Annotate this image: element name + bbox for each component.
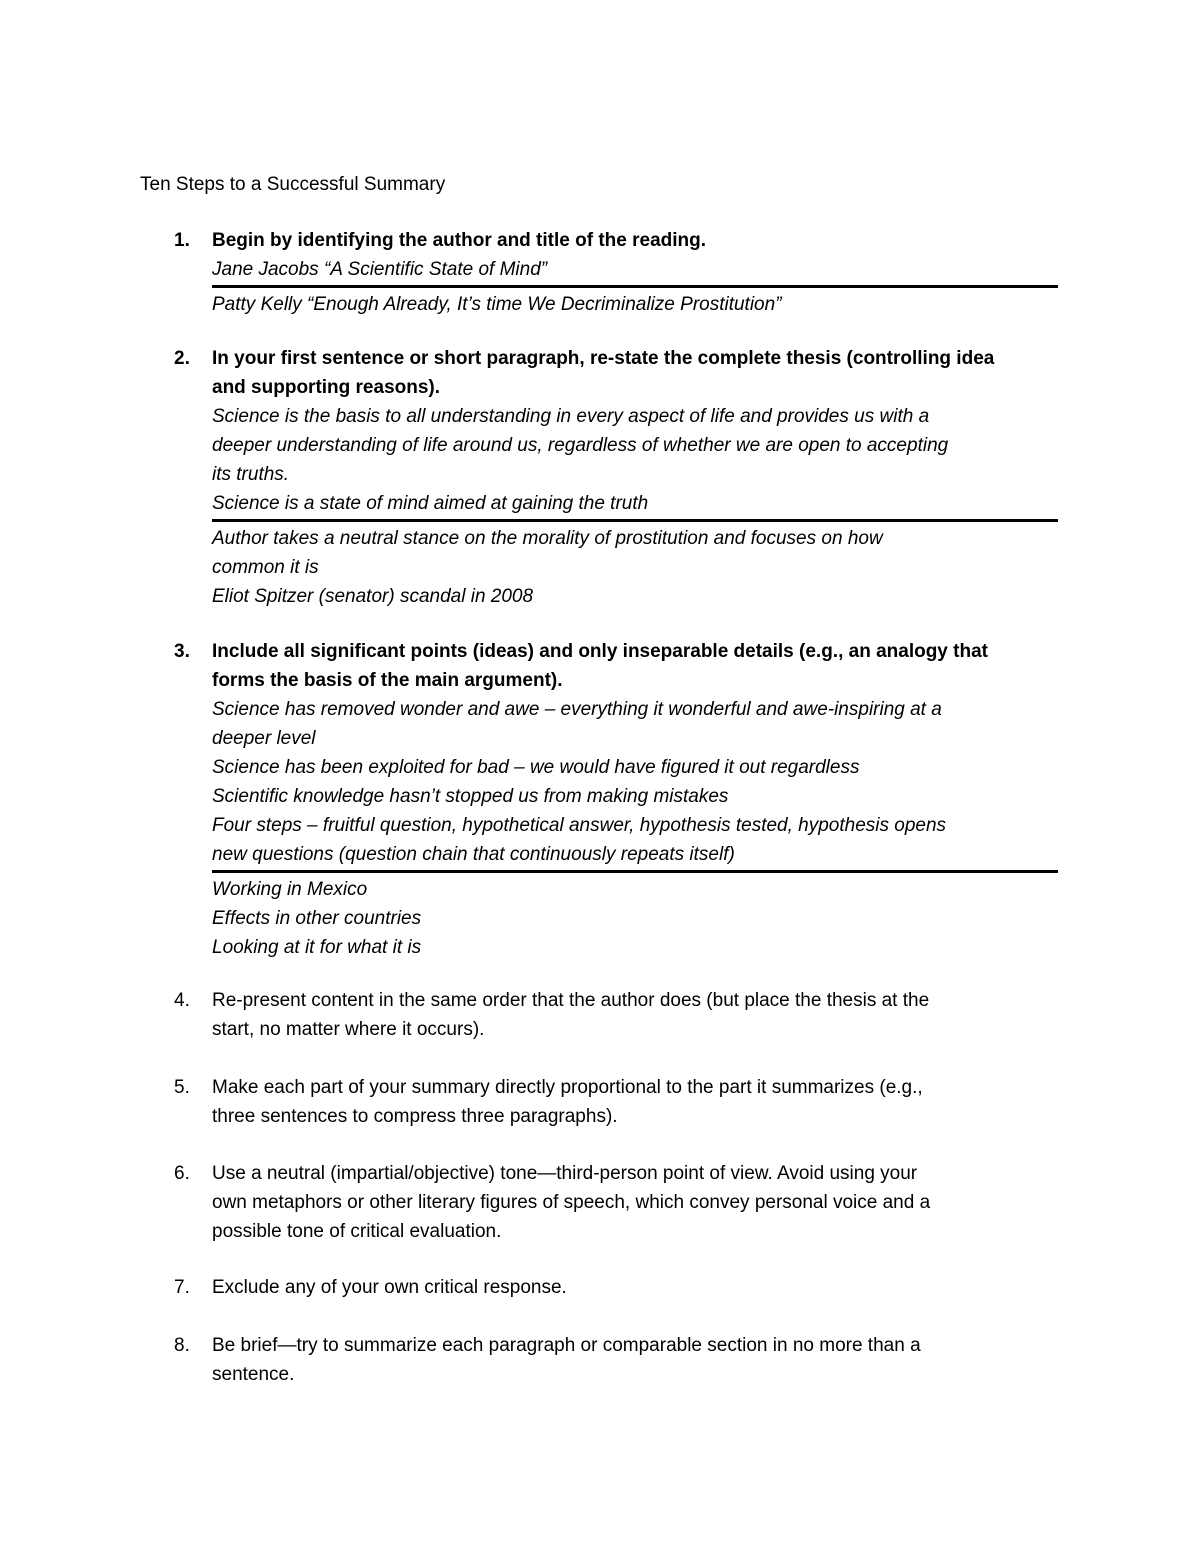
answer-line: its truths. bbox=[212, 464, 290, 485]
step-heading-line: Be brief—try to summarize each paragraph or comparable section in no more than a bbox=[212, 1335, 921, 1356]
step-number: 8. bbox=[174, 1335, 190, 1356]
answer-line: Science has removed wonder and awe – everything it wonderful and awe-inspiring at a bbox=[212, 699, 942, 720]
step-heading-line: three sentences to compress three paragraphs). bbox=[212, 1106, 618, 1127]
document-title: Ten Steps to a Successful Summary bbox=[140, 174, 446, 195]
answer-line: new questions (question chain that continuously repeats itself) bbox=[212, 844, 735, 865]
answer-line: Effects in other countries bbox=[212, 908, 422, 929]
answer-line: Science has been exploited for bad – we would have figured it out regardless bbox=[212, 757, 860, 778]
answer-line: Looking at it for what it is bbox=[212, 937, 422, 958]
step-heading-line: forms the basis of the main argument). bbox=[212, 670, 563, 691]
step-number: 6. bbox=[174, 1163, 190, 1184]
step-number: 2. bbox=[174, 348, 190, 369]
step-heading-line: In your first sentence or short paragraph, re-state the complete thesis (controlling idea bbox=[212, 348, 995, 369]
step-heading-line: start, no matter where it occurs). bbox=[212, 1019, 485, 1040]
answer-line: Author takes a neutral stance on the morality of prostitution and focuses on how bbox=[212, 528, 883, 549]
separator-rule bbox=[212, 285, 1058, 288]
step-heading-line: Include all significant points (ideas) and only inseparable details (e.g., an analogy that bbox=[212, 641, 988, 662]
step-item-4 bbox=[174, 986, 1072, 1044]
step-heading-line: and supporting reasons). bbox=[212, 377, 441, 398]
answer-line: Patty Kelly “Enough Already, It’s time We Decriminalize Prostitution” bbox=[212, 294, 782, 315]
step-item-5 bbox=[174, 1073, 1072, 1131]
step-item-1 bbox=[174, 226, 1072, 319]
step-heading-line: Begin by identifying the author and title of the reading. bbox=[212, 230, 707, 251]
step-item-3 bbox=[174, 637, 1072, 962]
step-heading-line: sentence. bbox=[212, 1364, 295, 1385]
step-heading-line: Use a neutral (impartial/objective) tone—third-person point of view. Avoid using your bbox=[212, 1163, 918, 1184]
answer-line: common it is bbox=[212, 557, 319, 578]
answer-line: deeper understanding of life around us, regardless of whether we are open to accepting bbox=[212, 435, 949, 456]
step-heading-line: Exclude any of your own critical response. bbox=[212, 1277, 567, 1298]
answer-line: Science is the basis to all understanding in every aspect of life and provides us with a bbox=[212, 406, 930, 427]
step-number: 5. bbox=[174, 1077, 190, 1098]
answer-line: Scientific knowledge hasn’t stopped us from making mistakes bbox=[212, 786, 729, 807]
answer-line: deeper level bbox=[212, 728, 316, 749]
answer-line: Eliot Spitzer (senator) scandal in 2008 bbox=[212, 586, 534, 607]
step-item-7 bbox=[174, 1273, 1072, 1302]
separator-rule bbox=[212, 870, 1058, 873]
answer-line: Jane Jacobs “A Scientific State of Mind” bbox=[212, 259, 548, 280]
separator-rule bbox=[212, 519, 1058, 522]
step-heading-line: own metaphors or other literary figures of speech, which convey personal voice and a bbox=[212, 1192, 931, 1213]
step-heading-line: Make each part of your summary directly proportional to the part it summarizes (e.g., bbox=[212, 1077, 923, 1098]
answer-line: Science is a state of mind aimed at gaining the truth bbox=[212, 493, 649, 514]
answer-line: Four steps – fruitful question, hypothetical answer, hypothesis tested, hypothesis opens bbox=[212, 815, 947, 836]
step-number: 4. bbox=[174, 990, 190, 1011]
step-number: 7. bbox=[174, 1277, 190, 1298]
step-item-6 bbox=[174, 1159, 1072, 1246]
step-item-2 bbox=[174, 344, 1072, 611]
answer-line: Working in Mexico bbox=[212, 879, 368, 900]
step-heading-line: Re-present content in the same order that the author does (but place the thesis at the bbox=[212, 990, 930, 1011]
step-heading-line: possible tone of critical evaluation. bbox=[212, 1221, 502, 1242]
step-number: 1. bbox=[174, 230, 190, 251]
step-item-8 bbox=[174, 1331, 1072, 1389]
step-number: 3. bbox=[174, 641, 190, 662]
